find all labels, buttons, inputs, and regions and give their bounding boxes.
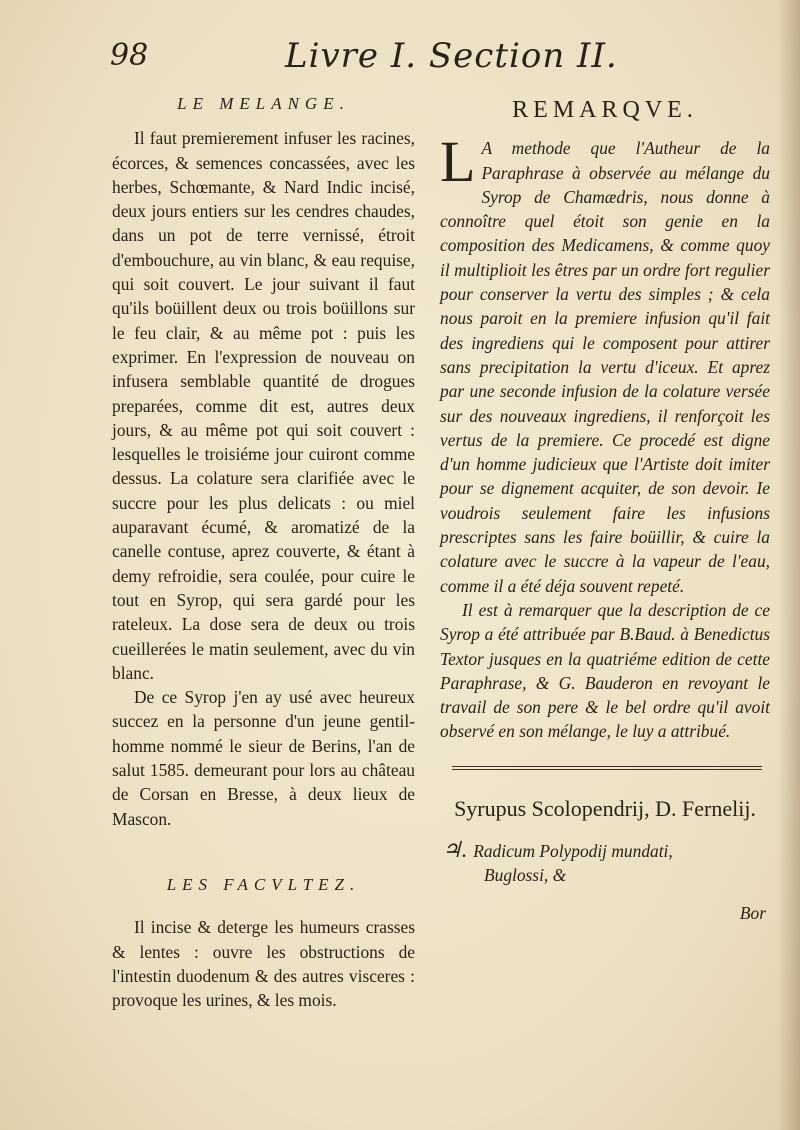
remarque-heading: REMARQVE.	[512, 97, 698, 123]
remarque-text: A methode que l'Autheur de la Paraphrase à observée au mélange du Syrop de Chamædris, nous donne à connoître quel étoit son genie en la composition des Medicamens, & comme quoy il multiplioit les êtres par un ordre fort regulier pour conserver la vertu des simples ; & cela nous paroit en la premiere infusion qu'il fait des ingrediens qui le composent pour attirer sans precipitation la vertu d'iceux. Et aprez par une seconde infusion de la colature versée sur des nouveaux ingrediens, il renforçoit les vertus de la premiere. Ce procedé est digne d'un homme judicieux que l'Artiste doit imiter pour se dignement acquiter, de son devoir. Ie voudrois seulement faire les infusions prescriptes sans les faire boüillir, & cuire la colature avec le succre à la vapeur de l'eau, comme il a été déja souvent repeté.	[440, 138, 770, 596]
running-head: Livre I. Section II.	[285, 36, 618, 76]
facultez-heading: LES FACVLTEZ.	[166, 874, 361, 894]
recipe-line-1	[440, 838, 770, 863]
section-divider	[452, 766, 762, 770]
melange-paragraph: Il faut premierement infuser les racines, écorces, & semences concassées, avec les herbes, Schœmante, & Nard Indic incisé, deux jours entiers sur les cendres chaudes, dans un pot de terre vernissé, étroit d'embouchure, au vin blanc, & eau requise, qui soit couvert. Le jour suivant il faut qu'ils boüillent deux ou trois boüillons sur le feu clair, & au même pot : puis les exprimer. En l'expression de nouveau on infusera semblable quantité de drogues preparées, comme dit est, autres deux jours, & au même pot qui soit couvert : lesquelles le troisiéme jour cuiront comme dessus. La colature sera clarifiée avec le succre pour les plus delicats : ou miel auparavant écumé, & aromatizé de la canelle contuse, aprez couverte, & étant à demy refroidie, sera coulée, pour cuire le tout en Syrop, qui sera gardé pour les rateleux. La dose sera de deux ou trois cueillerées le matin seulement, avec du vin blanc.	[112, 128, 415, 683]
page-header	[110, 36, 750, 86]
recipe-symbol-icon: ♃.	[442, 836, 468, 862]
usage-paragraph: De ce Syrop j'en ay usé avec heureux succez en la personne d'un jeune gentil-homme nommé le sieur de Berins, l'an de salut 1585. demeurant pour lors au château de Corsan en Bresse, à deux lieux de Mascon.	[112, 687, 415, 829]
recipe-line-2: Buglossi, &	[484, 865, 567, 886]
facultez-paragraph: Il incise & deterge les humeurs crasses & lentes : ouvre les obstructions de l'intestin duodenum & des autres visceres : provoque les urines, & les mois.	[112, 917, 415, 1011]
melange-heading: LE MELANGE.	[177, 94, 350, 113]
left-column	[112, 92, 415, 1012]
page-edge-shadow	[778, 0, 800, 1130]
recipe-line-1-text: Radicum Polypodij mundati,	[473, 840, 673, 861]
catchword: Bor	[739, 903, 766, 924]
remarque-paragraph-2: Il est à remarquer que la description de ce Syrop a été attribuée par B.Baud. à Benedictus Textor jusques en la quatriéme edition de cette Paraphrase, & G. Bauderon en revoyant le travail de son pere & le bel ordre qu'il avoit observé en son mélange, le luy a attribué.	[440, 599, 770, 742]
right-column	[440, 92, 770, 926]
drop-cap: L	[440, 129, 476, 195]
syrup-title: Syrupus Scolopendrij, D. Fernelij.	[454, 795, 756, 821]
page-number: 98	[110, 38, 149, 73]
remarque-paragraph	[440, 129, 770, 598]
